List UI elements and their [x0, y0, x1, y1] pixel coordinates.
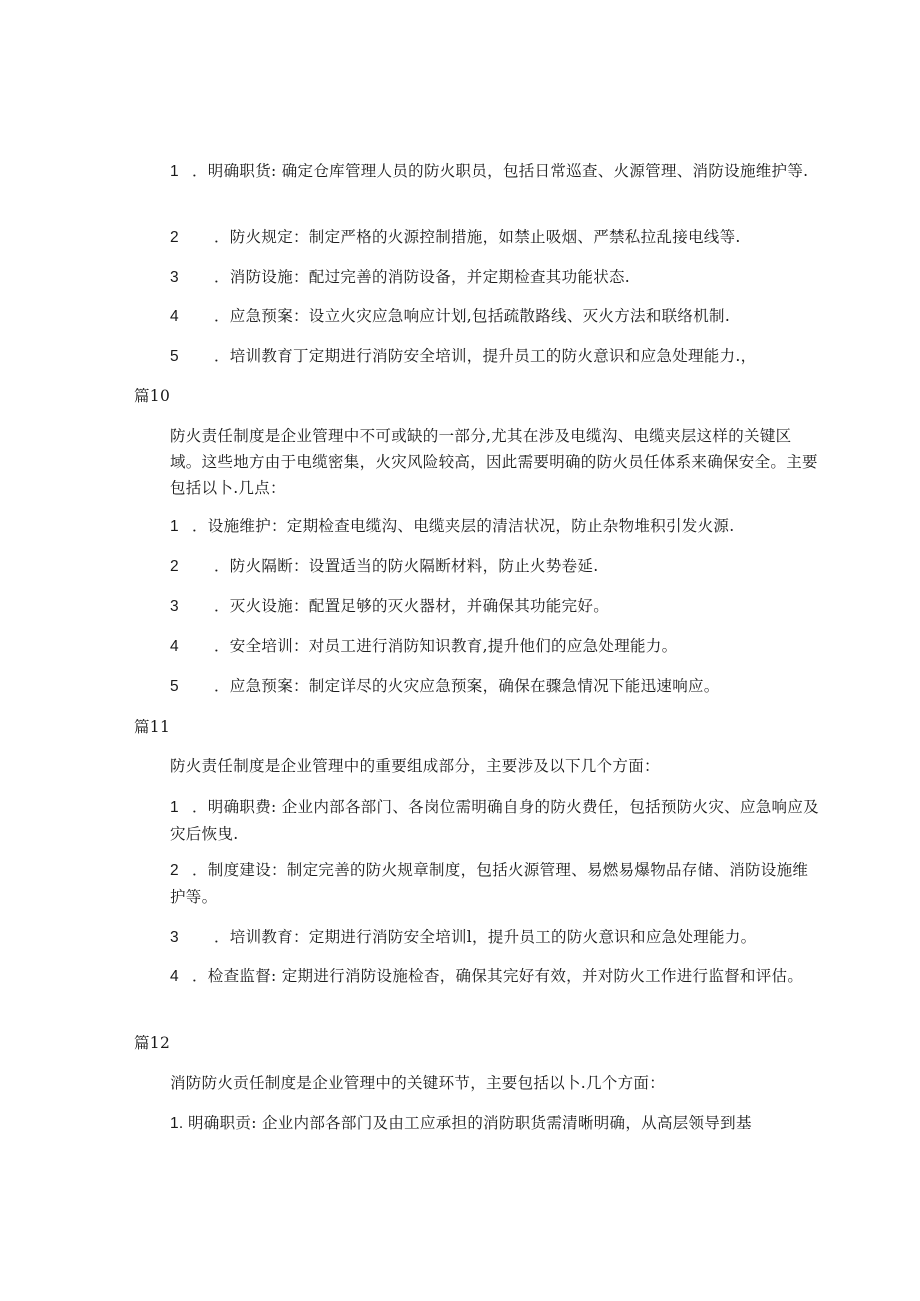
item-text: ．培训教育：定期进行消防安全培训l，提升员工的防火意识和应急处理能力。 [214, 928, 757, 946]
list-item [134, 158, 822, 185]
section-intro: 防火责任制度是企业管理中不可或缺的一部分,尤其在涉及电缆沟、电缆夹层这样的关键区域。这些地方由于电缆密集，火灾风险较高，因此需要明确的防火员任体系来确保安全。主要包括以卜.几点： [170, 427, 818, 497]
list-item [134, 794, 822, 847]
item-number: 3 [170, 269, 179, 286]
item-number: 3 [170, 598, 179, 615]
item-number: 5 [170, 678, 179, 695]
item-text: ．明确职费: 企业内部各部门、各岗位需明确自身的防火费任，包括预防火灾、应急响应及灾后恢曳. [170, 798, 819, 843]
item-text: ．防火隔断：设置适当的防火隔断材料，防止火势卷延. [214, 557, 599, 575]
item-number: 4 [170, 308, 179, 325]
item-text: ．应急预案：制定详尽的火灾应急预案，确保在骤急情况下能迅速响应。 [214, 677, 720, 695]
item-text: ．灭火设施：配置足够的灭火器材，并确保其功能完好。 [214, 597, 610, 615]
item-number: 1 [170, 799, 179, 816]
section-heading: 篇12 [134, 1034, 171, 1052]
section-intro: 防火责任制度是企业管理中的重要组成部分，主要涉及以下几个方面： [170, 757, 660, 775]
list-item [134, 553, 822, 580]
item-text: ．制度建设：制定完善的防火规章制度，包括火源管理、易燃易爆物品存储、消防设施维护等。 [170, 861, 809, 906]
item-text: ．防火规定：制定严格的火源控制措施，如禁止吸烟、严禁私拉乱接电线等. [214, 228, 741, 246]
item-number: 3 [170, 929, 179, 946]
list-item [134, 963, 822, 990]
list-item [134, 513, 822, 540]
item-number: 2 [170, 558, 179, 575]
list-item [134, 224, 822, 251]
item-number: 2 [170, 862, 179, 879]
item-number: 2 [170, 229, 179, 246]
list-item [134, 1110, 822, 1137]
list-item [134, 673, 822, 700]
item-number: 4 [170, 638, 179, 655]
item-number: 1 [170, 163, 179, 180]
list-item [134, 343, 822, 370]
item-text: ．设施维护：定期检查电缆沟、电缆夹层的清洁状况，防止杂物堆积引发火源. [192, 517, 735, 535]
item-text: ．培训教育丁定期进行消防安全培训，提升员工的防火意识和应急处理能力.， [214, 347, 757, 365]
list-item [134, 593, 822, 620]
item-number: 4 [170, 968, 179, 985]
list-item [134, 924, 822, 951]
item-number: 5 [170, 348, 179, 365]
list-item [134, 857, 822, 910]
section-intro: 消防防火贡任制度是企业管理中的关键环节，主要包括以卜.几个方面： [170, 1074, 666, 1092]
item-text: 明确职贡: 企业内部各部门及由工应承担的消防职货需清晰明确，从高层领导到基 [188, 1114, 752, 1132]
section-heading: 篇10 [134, 387, 171, 405]
list-item [134, 264, 822, 291]
item-text: ．安全培训：对员工进行消防知识教育,提升他们的应急处理能力。 [214, 637, 678, 655]
item-number: 1. [170, 1115, 184, 1132]
item-text: ．检查监督: 定期进行消防设施检杳，确保其完好有效，并对防火工作进行监督和评估。 [192, 967, 804, 985]
list-item [134, 633, 822, 660]
item-text: ．消防设施：配过完善的消防设备，并定期检查其功能状态. [214, 268, 631, 286]
item-text: ．应急预案：设立火灾应急响应计划,包括疏散路线、灭火方法和联络机制. [214, 307, 731, 325]
item-text: ．明确职货: 确定仓库管理人员的防火职员，包括日常巡查、火源管理、消防设施维护等. [192, 162, 809, 180]
section-heading: 篇11 [134, 718, 171, 736]
list-item [134, 303, 822, 330]
item-number: 1 [170, 518, 179, 535]
